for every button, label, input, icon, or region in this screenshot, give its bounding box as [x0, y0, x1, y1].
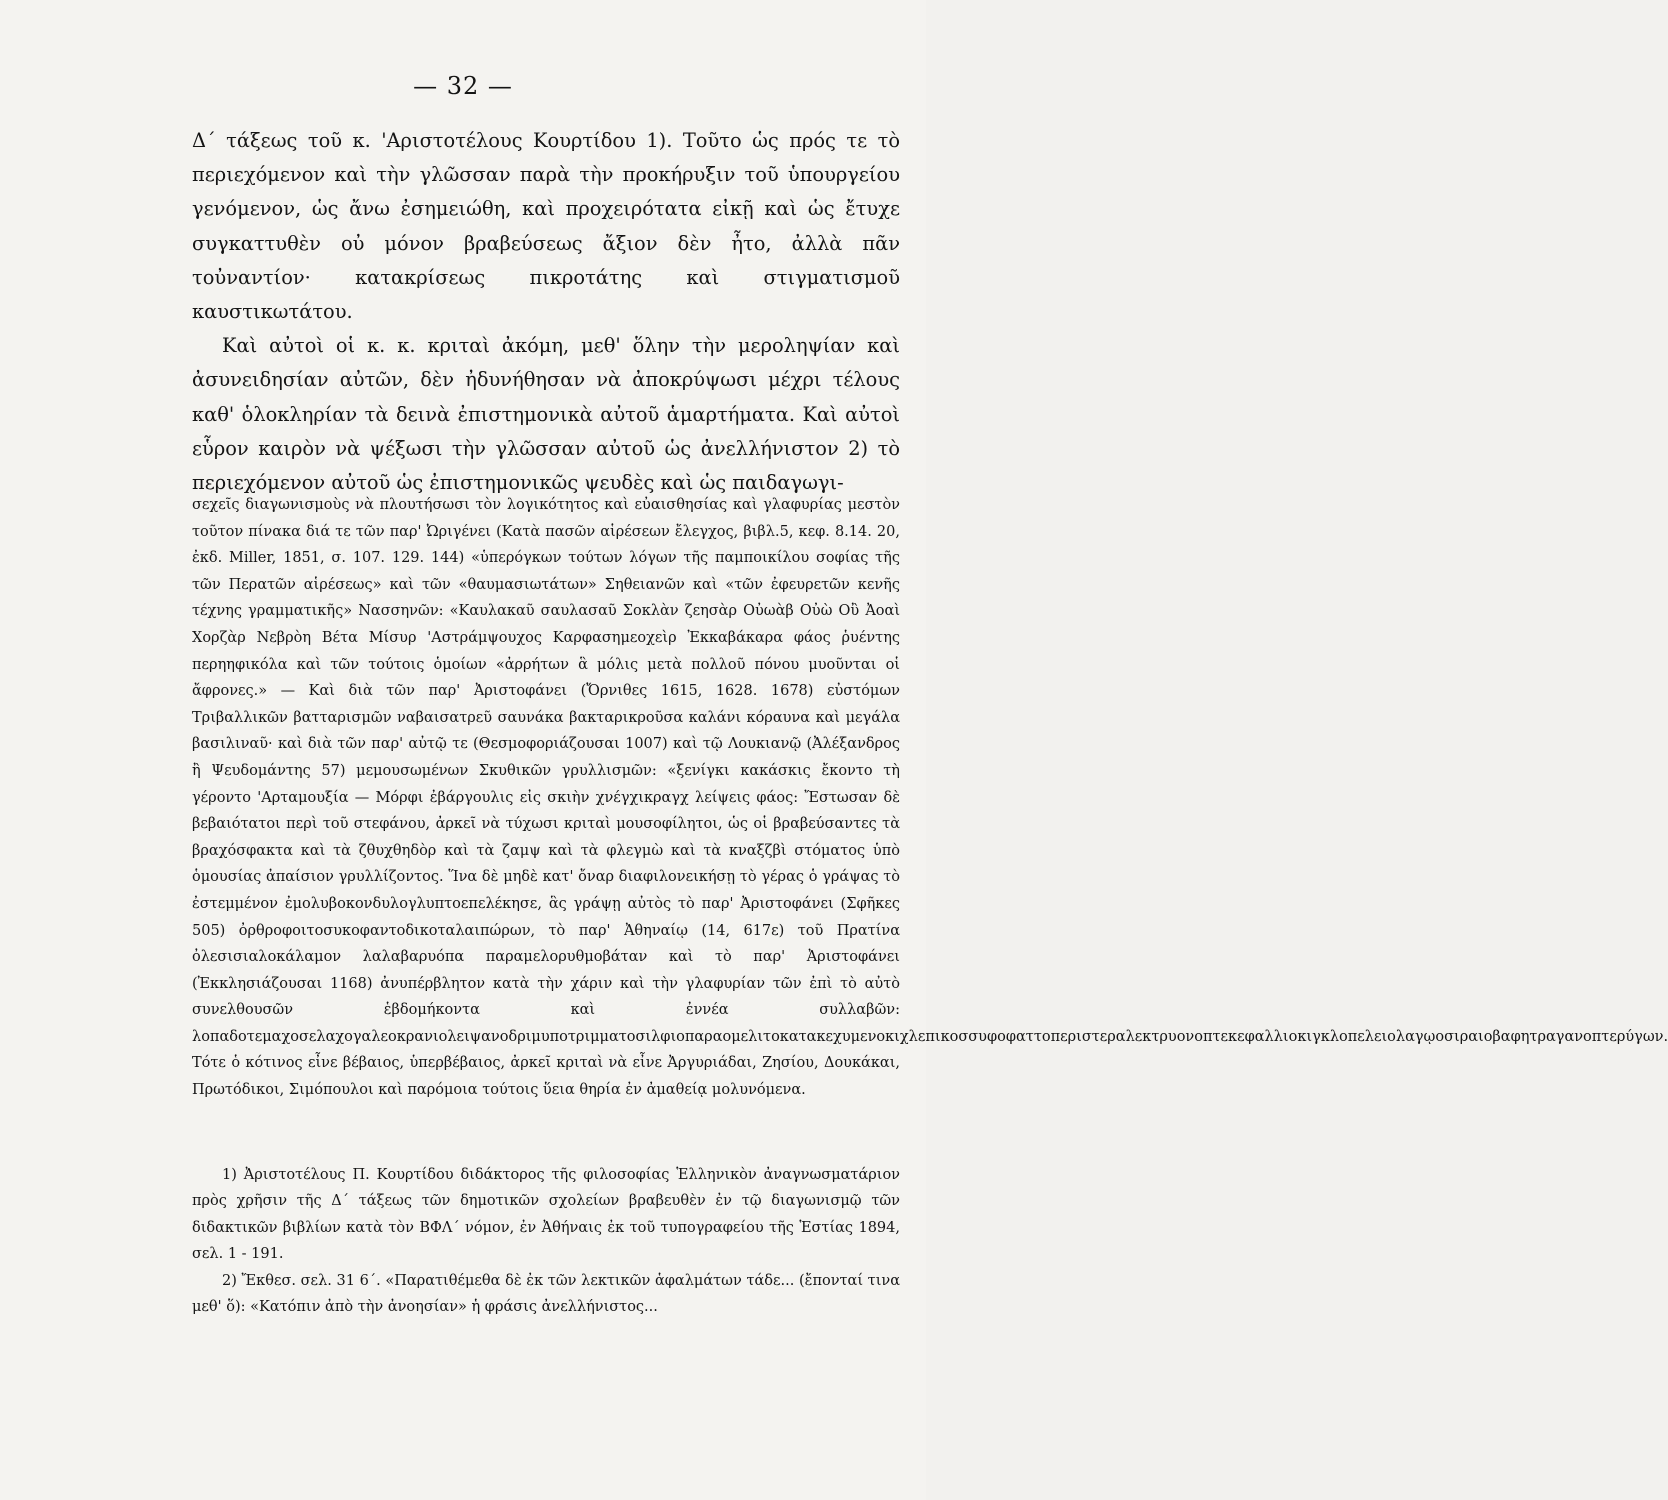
main-text	[192, 124, 900, 500]
main-paragraph-2: Καὶ αὐτοὶ οἱ κ. κ. κριταὶ ἀκόμη, μεθ' ὅλην τὴν μεροληψίαν καὶ ἀσυνειδησίαν αὐτῶν, δὲν ἠδυνήθησαν νὰ ἀποκρύψωσι μέχρι τέλους καθ' ὁλοκληρίαν τὰ δεινὰ ἐπιστημονικὰ αὐτοῦ ἁμαρτήματα. Καὶ αὐτοὶ εὗρον καιρὸν νὰ ψέξωσι τὴν γλῶσσαν αὐτοῦ ὡς ἀνελλήνιστον 2) τὸ περιεχόμενον αὐτοῦ ὡς ἐπιστημονικῶς ψευδὲς καὶ ὡς παιδαγωγι-	[192, 334, 900, 495]
footnotes	[192, 1162, 900, 1320]
page-number: — 32 —	[413, 72, 513, 100]
continuation-note	[192, 492, 1668, 1104]
main-paragraph-1: Δ΄ τάξεως τοῦ κ. 'Αριστοτέλους Κουρτίδου 1). Τοῦτο ὡς πρός τε τὸ περιεχόμενον καὶ τὴν γλῶσσαν παρὰ τὴν προκήρυξιν τοῦ ὑπουργείου γενόμενον, ὡς ἄνω ἐσημειώθη, καὶ προχειρότατα εἰκῇ καὶ ὡς ἔτυχε συγκαττυθὲν οὐ μόνον βραβεύσεως ἄξιον δὲν ἦτο, ἀλλὰ πᾶν τοὐναντίον· κατακρίσεως πικροτάτης καὶ στιγματισμοῦ καυστικωτάτου.	[192, 129, 900, 324]
note-paragraph: σεχεῖς διαγωνισμοὺς νὰ πλουτήσωσι τὸν λογικότητος καὶ εὐαισθησίας καὶ γλαφυρίας μεστὸν τοῦτον πίνακα διά τε τῶν παρ' Ὠριγένει (Κατὰ πασῶν αἱρέσεων ἔλεγχος, βιβλ.5, κεφ. 8.14. 20, ἐκδ. Miller, 1851, σ. 107. 129. 144) «ὑπερόγκων τούτων λόγων τῆς παμποικίλου σοφίας τῆς τῶν Περατῶν αἱρέσεως» καὶ τῶν «θαυμασιωτάτων» Σηθειανῶν καὶ «τῶν ἐφευρετῶν κενῆς τέχνης γραμματικῆς» Νασσηνῶν: «Καυλακαῦ σαυλασαῦ Σοκλὰν ζεησὰρ Οὐωὰβ Οὐὼ Οὒ Ἀοαὶ Χορζὰρ Νεβρὸη Βέτα Μίσυρ 'Αστράμψουχος Καρφασημεοχεὶρ Ἐκκαβάκαρα φάος ῥυέντης περηηφικόλα καὶ τῶν τούτοις ὁμοίων «ἀρρήτων ἃ μόλις μετὰ πολλοῦ πόνου μυοῦνται οἱ ἄφρονες.» — Καὶ διὰ τῶν παρ' Ἀριστοφάνει (Ὄρνιθες 1615, 1628. 1678) εὐστόμων Τριβαλλικῶν βατταρισμῶν ναβαισατρεῦ σαυνάκα βακταρικροῦσα καλάνι κόραυνα καὶ μεγάλα βασιλιναῦ· καὶ διὰ τῶν παρ' αὐτῷ τε (Θεσμοφοριάζουσαι 1007) καὶ τῷ Λουκιανῷ (Ἀλέξανδρος ἢ Ψευδομάντης 57) μεμουσωμένων Σκυθικῶν γρυλλισμῶν: «ξενίγκι κακάσκις ἔκοντο τὴ γέροντο 'Αρταμουξία — Μόρφι ἐβάργουλις εἰς σκιὴν χνέγχικραγχ λείψεις φάος: Ἔστωσαν δὲ βεβαιότατοι περὶ τοῦ στεφάνου, ἀρκεῖ νὰ τύχωσι κριταὶ μουσοφίλητοι, ὡς οἱ βραβεύσαντες τὰ βραχόσφακτα καὶ τὰ ζθυχθηδὸρ καὶ τὰ ζαμψ καὶ τὰ φλεγμὼ καὶ τὰ κναξζβὶ στόματος ὑπὸ ὁμουσίας ἀπαίσιον γρυλλίζοντος. Ἵνα δὲ μηδὲ κατ' ὄναρ διαφιλονεικήσῃ τὸ γέρας ὁ γράψας τὸ ἐστεμμένον ἐμολυβοκονδυλογλυπτοεπελέκησε, ἃς γράψῃ αὐτὸς τὸ παρ' Ἀριστοφάνει (Σφῆκες 505) ὀρθροφοιτοσυκοφαντοδικοταλαιπώρων, τὸ παρ' Ἀθηναίῳ (14, 617ε) τοῦ Πρατίνα ὀλεσισιαλοκάλαμον λαλαβαρυόπα παραμελορυθμοβάταν καὶ τὸ παρ' Ἀριστοφάνει (Ἐκκλησιάζουσαι 1168) ἀνυπέρβλητον κατὰ τὴν χάριν καὶ τὴν γλαφυρίαν τῶν ἐπὶ τὸ αὐτὸ συνελθουσῶν ἑβδομήκοντα καὶ ἐννέα συλλαβῶν: λοπαδοτεμαχοσελαχογαλεοκρανιολειψανοδριμυποτριμματοσιλφιοπαραομελιτοκατακεχυμενοκιχλεπικοσσυφοφαττοπεριστεραλεκτρυονοπτεκεφαλλιοκιγκλοπελειολαγῳοσιραιοβαφητραγανοπτερύγων. Τότε ὁ κότινος εἶνε βέβαιος, ὑπερβέβαιος, ἀρκεῖ κριταὶ νὰ εἶνε Ἀργυριάδαι, Ζησίου, Δουκάκαι, Πρωτόδικοι, Σιμόπουλοι καὶ παρόμοια τούτοις ὕεια θηρία ἐν ἀμαθείᾳ μολυνόμενα.	[192, 497, 1668, 1099]
footnote-1: 1) Ἀριστοτέλους Π. Κουρτίδου διδάκτορος τῆς φιλοσοφίας Ἑλληνικὸν ἀναγνωσματάριον πρὸς χρῆσιν τῆς Δ΄ τάξεως τῶν δημοτικῶν σχολείων βραβευθὲν ἐν τῷ διαγωνισμῷ τῶν διδακτικῶν βιβλίων κατὰ τὸν ΒΦΛ΄ νόμον, ἐν Ἀθήναις ἐκ τοῦ τυπογραφείου τῆς Ἑστίας 1894, σελ. 1 - 191.	[192, 1167, 900, 1263]
footnote-2: 2) Ἔκθεσ. σελ. 31 6΄. «Παρατιθέμεθα δὲ ἐκ τῶν λεκτικῶν ἁφαλμάτων τάδε... (ἔπονταί τινα μεθ' ὅ): «Κατόπιν ἀπὸ τὴν ἀνοησίαν» ἡ φράσις ἀνελλήνιστος...	[192, 1272, 900, 1316]
